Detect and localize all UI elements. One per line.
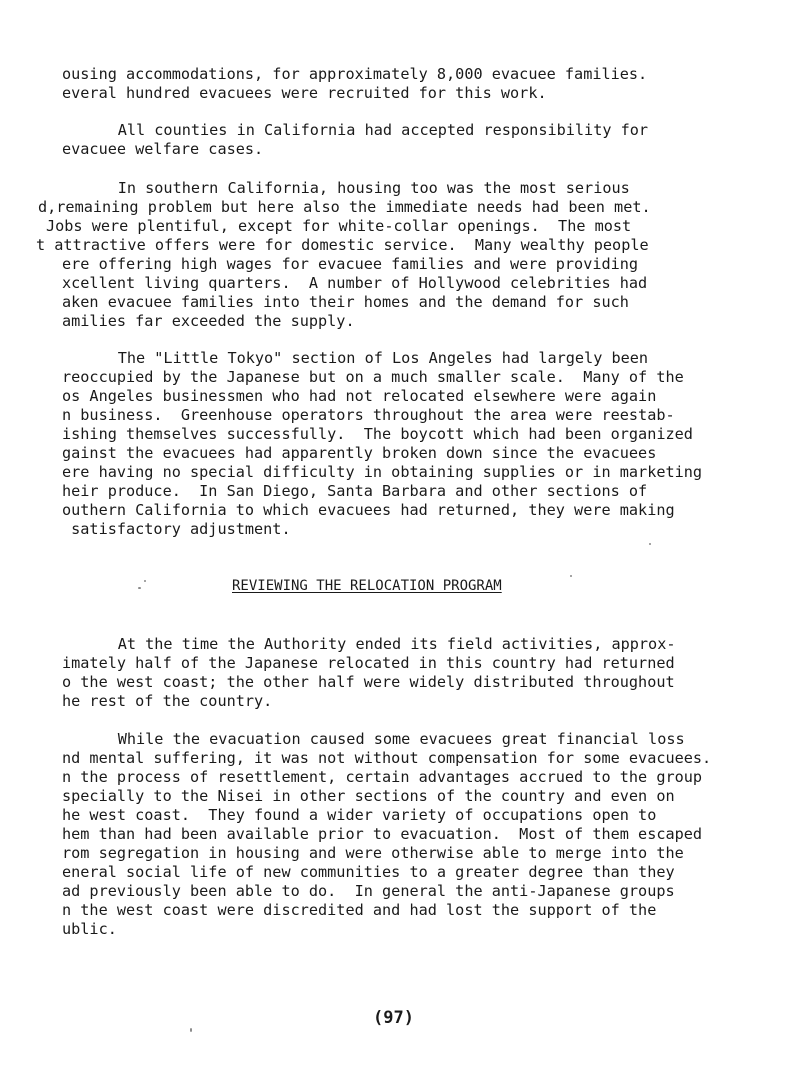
text-line: While the evacuation caused some evacuees great financial loss (72, 730, 685, 748)
text-line: eneral social life of new communities to a greater degree than they (62, 863, 675, 881)
text-line: ublic. (62, 920, 117, 938)
text-line: gainst the evacuees had apparently broken down since the evacuees (62, 444, 657, 462)
text-line: Jobs were plentiful, except for white-collar openings. The most (46, 217, 632, 235)
text-line: he west coast. They found a wider variety of occupations open to (62, 806, 657, 824)
text-line: rom segregation in housing and were otherwise able to merge into the (62, 844, 684, 862)
text-line: xcellent living quarters. A number of Hollywood celebrities had (62, 274, 648, 292)
text-line: ere having no special difficulty in obtaining supplies or in marketing (62, 463, 703, 481)
text-line: everal hundred evacuees were recruited for this work. (62, 84, 547, 102)
text-line: ere offering high wages for evacuee families and were providing (62, 255, 639, 273)
text-line: evacuee welfare cases. (62, 140, 264, 158)
text-line: At the time the Authority ended its field activities, approx- (72, 635, 676, 653)
text-line: aken evacuee families into their homes and the demand for such (62, 293, 629, 311)
text-line: amilies far exceeded the supply. (62, 312, 355, 330)
text-line: heir produce. In San Diego, Santa Barbara and other sections of (62, 482, 648, 500)
text-line: specially to the Nisei in other sections of the country and even on (62, 787, 675, 805)
text-line: ousing accommodations, for approximately 8,000 evacuee families. (62, 65, 648, 83)
text-line: o the west coast; the other half were widely distributed throughout (62, 673, 675, 691)
text-line: he rest of the country. (62, 692, 273, 710)
text-line: os Angeles businessmen who had not relocated elsewhere were again (62, 387, 657, 405)
text-line: hem than had been available prior to evacuation. Most of them escaped (62, 825, 703, 843)
text-line: outhern California to which evacuees had returned, they were making (62, 501, 675, 519)
text-line: reoccupied by the Japanese but on a much smaller scale. Many of the (62, 368, 684, 386)
text-line: ad previously been able to do. In general the anti-Japanese groups (62, 882, 675, 900)
text-line: imately half of the Japanese relocated in this country had returned (62, 654, 675, 672)
scan-speck (144, 580, 146, 582)
text-line: nd mental suffering, it was not without compensation for some evacuees. (62, 749, 712, 767)
text-line: The "Little Tokyo" section of Los Angeles had largely been (72, 349, 649, 367)
text-line: t attractive offers were for domestic service. Many wealthy people (36, 236, 649, 254)
scan-speck (570, 575, 572, 577)
scan-speck (190, 1028, 192, 1032)
section-heading: REVIEWING THE RELOCATION PROGRAM (232, 578, 502, 594)
text-line: n business. Greenhouse operators throughout the area were reestab- (62, 406, 675, 424)
text-line: All counties in California had accepted responsibility for (72, 121, 649, 139)
text-line: d,remaining problem but here also the immediate needs had been met. (38, 198, 651, 216)
scan-speck (138, 587, 141, 589)
text-line: ishing themselves successfully. The boycott which had been organized (62, 425, 693, 443)
text-line: In southern California, housing too was the most serious (72, 179, 630, 197)
text-line: satisfactory adjustment. (62, 520, 291, 538)
text-line: n the west coast were discredited and had lost the support of the (62, 901, 657, 919)
text-line: n the process of resettlement, certain advantages accrued to the group (62, 768, 703, 786)
scan-speck (649, 543, 651, 545)
page-number: (97) (373, 1008, 414, 1028)
